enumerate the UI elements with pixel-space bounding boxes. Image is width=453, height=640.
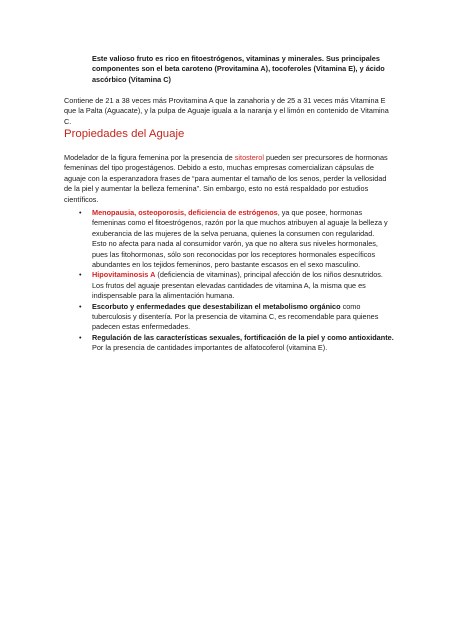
item-text: , ya que posee, hormonas femeninas como el fitoestrógenos, razón por la que muchos atribuyen al aguaje la belleza y exuberancia de las mujeres de la selva peruana, quienes la consumen con regularidad.: [92, 208, 388, 238]
figure-modeler-paragraph: [64, 153, 390, 205]
item-lead: Hipovitaminosis A: [92, 270, 156, 280]
item-extra: Esto no afecta para nada al consumidor varón, ya que no altera sus niveles hormonales, pues las fitohormonas, sólo son reconocidas por los receptores hormonales específicos abundantes en los tejidos femeninos, pero bastante escasos en el sexo masculino.: [92, 239, 378, 270]
bullet-icon: •: [79, 208, 82, 217]
item-text: (deficiencia de vitaminas), principal afección de los niños desnutridos. Los frutos del aguaje presentan elevadas cantidades de vitamina A, la misma que es indispensable para la alimentación humana.: [92, 270, 383, 301]
para-text-before: Modelador de la figura femenina por la presencia de: [64, 153, 235, 162]
properties-list: [64, 208, 394, 354]
bullet-icon: •: [79, 270, 82, 280]
vitamin-content-paragraph: Contiene de 21 a 38 veces más Provitamina A que la zanahoria y de 25 a 31 veces más Vitamina E que la Palta (Aguacate), y la pulpa de Aguaje iguala a la naranja y el limón en contenido de Vitamina C.: [64, 96, 389, 126]
item-lead: Menopausia, osteoporosis, deficiencia de estrógenos: [92, 208, 278, 217]
item-lead: Regulación de las características sexuales, fortificación de la piel y como antioxidante.: [92, 332, 394, 342]
intro-paragraph: Este valioso fruto es rico en fitoestrógenos, vitaminas y minerales. Sus principales componentes son el beta caroteno (Provitamina A), tocoferoles (Vitamina E), y ácido ascórbico (Vitamina C): [92, 54, 385, 84]
para-text-after: pueden ser precursores de hormonas femeninas del tipo progestágenos. Debido a esto, muchas empresas comercializan cápsulas de aguaje con la esperanzadora frases de “para aumentar el tamaño de los senos, perder la vellosidad de la piel y aumentar la belleza femenina”. Sin embargo, esto no está respaldado por estudios científicos.: [64, 153, 388, 204]
list-item-menopausia: [64, 208, 394, 270]
item-lead: Escorbuto y enfermedades que desestabilizan el metabolismo orgánico: [92, 301, 341, 311]
bullet-icon: •: [79, 301, 82, 311]
list-item-escorbuto: [64, 302, 394, 333]
item-text: como tuberculosis y disentería. Por la presencia de vitamina C, es recomendable para quienes padecen estas enfermedades.: [92, 301, 379, 332]
section-heading: Propiedades del Aguaje: [64, 128, 185, 140]
item-text: Por la presencia de cantidades importantes de alfatocoferol (vitamina E).: [92, 343, 328, 353]
list-item-hipovitaminosis: [64, 270, 394, 301]
sitosterol-highlight: sitosterol: [234, 153, 264, 162]
bullet-icon: •: [79, 332, 82, 342]
list-item-regulacion: [64, 333, 394, 354]
